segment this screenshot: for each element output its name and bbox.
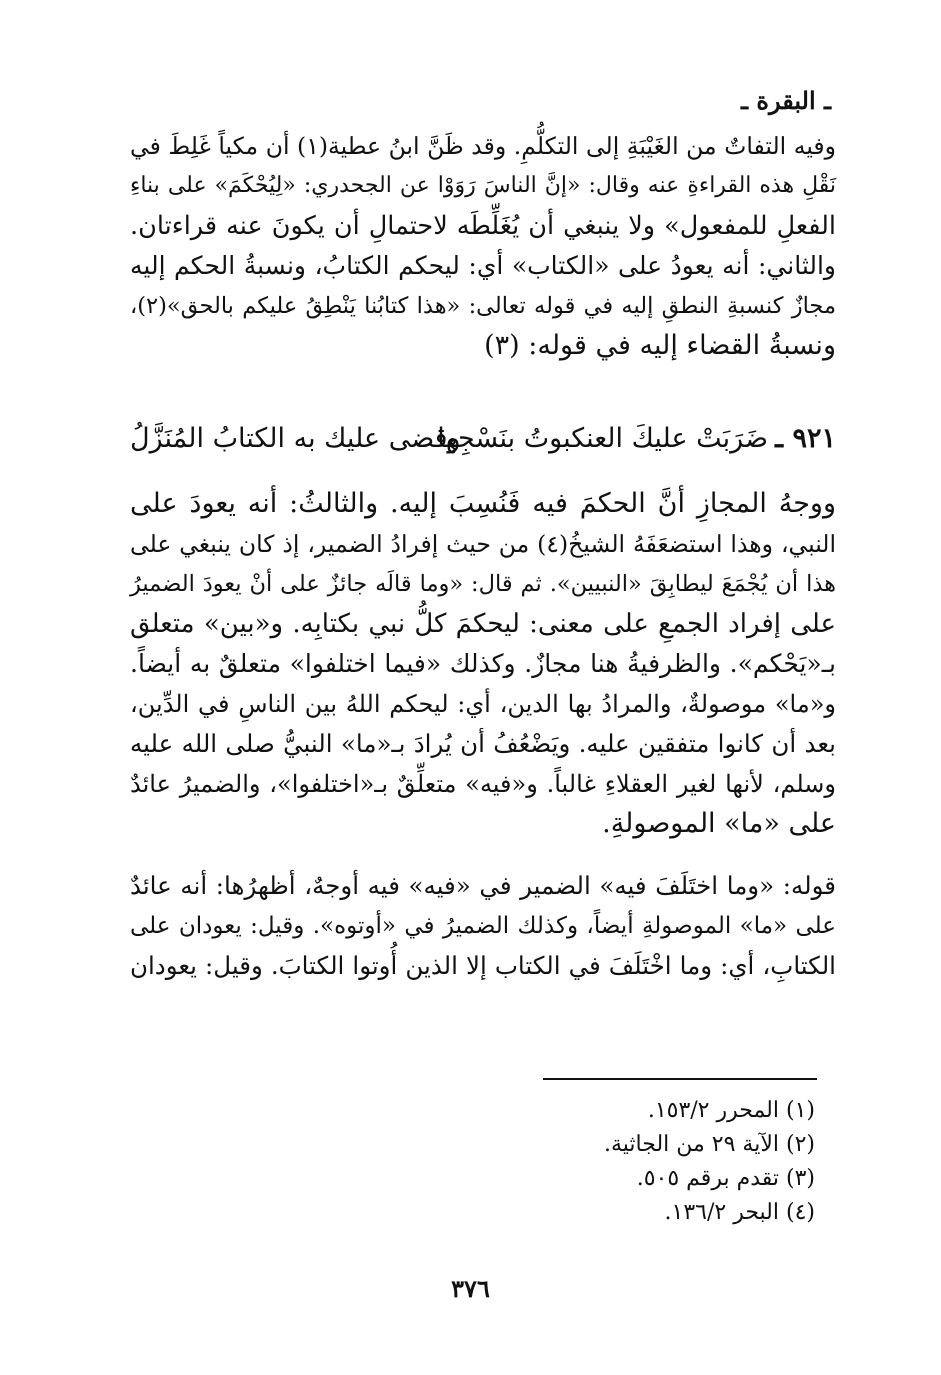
page-number: ٣٧٦ (451, 1274, 490, 1303)
text-line: ونسبةُ القضاء إليه في قوله: (٣) (484, 330, 836, 361)
text-line: الفعلِ للمفعول» ولا ينبغي أن يُغَلِّطَه لاحتمالِ أن يكونَ عنه قراءتان. (130, 211, 836, 241)
text-line: على «ما» الموصولةِ أيضاً، وكذلك الضميرُ في «أوتوه». وقيل: يعودان على (130, 913, 836, 939)
footnote: (٢) الآية ٢٩ من الجاثية. (603, 1132, 815, 1157)
footnote: (٣) تقدم برقم ٥٠٥. (636, 1166, 815, 1191)
text-line: وسلم، لأنها لغير العقلاءِ غالباً. و«فيه» متعلِّقٌ بـ«اختلفوا»، والضميرُ عائدٌ (130, 770, 836, 798)
text-line: على «ما» الموصولةِ. (602, 808, 836, 839)
text-line: و«ما» موصولةٌ، والمرادُ بها الدين، أي: ليحكم اللهُ بين الناسِ في الدِّين، (130, 690, 837, 718)
verse-number: ٩٢١ ـ (775, 423, 836, 454)
text-line: قوله: «وما اختَلَفَ فيه» الضمير في «فيه» فيه أوجهٌ، أظهرُها: أنه عائدٌ (130, 871, 836, 900)
verse-first-hemistich: ضَرَبَتْ عليكَ العنكبوتُ بنَسْجِها (437, 423, 768, 454)
footnote-separator (543, 1078, 817, 1080)
text-line: هذا أن يُجْمَعَ ليطابِقَ «النبيين». ثم قال: «وما قالَه جائزٌ على أنْ يعودَ الضميرُ (130, 571, 836, 597)
footnote: (٤) البحر ١٣٦/٢. (664, 1200, 815, 1225)
verse-second-hemistich: وقضى عليك به الكتابُ المُنَزَّلُ (130, 423, 461, 454)
text-line: مجازٌ كنسبةِ النطقِ إليه في قوله تعالى: «هذا كتابُنا يَنْطِقُ عليكم بالحق»(٢)، (130, 293, 836, 319)
text-line: ووجهُ المجازِ أنَّ الحكمَ فيه فَنُسِبَ إليه. والثالثُ: أنه يعودَ على (130, 488, 836, 519)
running-header: ـ البقرة ـ (741, 86, 831, 115)
text-line: والثاني: أنه يعودُ على «الكتاب» أي: ليحكم الكتابُ، ونسبةُ الحكم إليه (130, 251, 836, 280)
text-line: الكتابِ، أي: وما اخْتَلَفَ في الكتاب إلا الذين أُوتوا الكتابَ. وقيل: يعودان (130, 951, 836, 980)
text-line: وفيه التفاتٌ من الغَيْبَةِ إلى التكلُّمِ. وقد ظَنَّ ابنُ عطية(١) أن مكياً غَلِطَ في (130, 132, 836, 160)
text-line: بعد أن كانوا متفقين عليه. ويَضْعُفُ أن يُرادَ بـ«ما» النبيُّ صلى الله عليه (130, 729, 836, 758)
footnote: (١) المحرر ١٥٣/٢. (647, 1098, 815, 1123)
text-line: بـ«يَحْكم». والظرفيةُ هنا مجازٌ. وكذلك «فيما اختلفوا» متعلقٌ به أيضاً. (130, 649, 836, 678)
text-line: نَقْلِ هذه القراءةِ عنه وقال: «إنَّ الناسَ رَوَوْا عن الجحدري: «لِيُحْكَمَ» على بناءِ (130, 173, 836, 198)
text-line: النبي، وهذا استضعَفَهُ الشيخُ(٤) من حيث إفرادُ الضمير، إذ كان ينبغي على (130, 530, 836, 558)
text-line: على إفراد الجمعِ على معنى: ليحكمَ كلُّ نبي بكتابِه. و«بين» متعلق (130, 609, 836, 639)
